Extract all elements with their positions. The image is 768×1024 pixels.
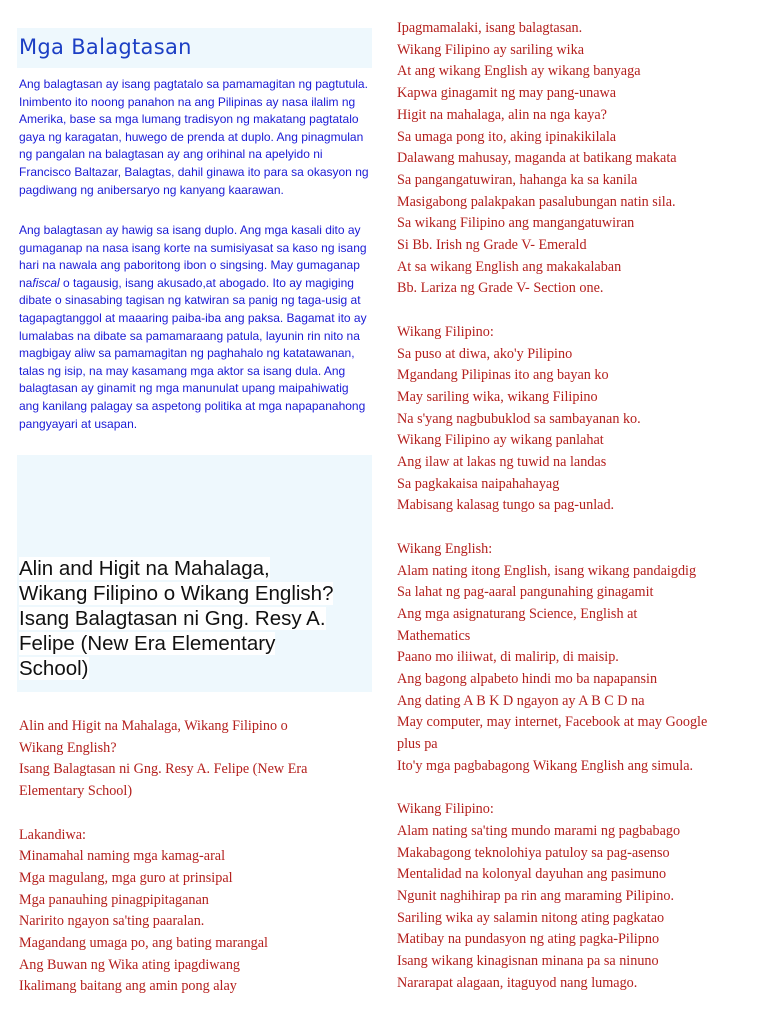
poem-line: Ito'y mga pagbabagong Wikang English ang simula. [397, 757, 694, 774]
poem-line: Mentalidad na kolonyal dayuhan ang pasimuno [397, 866, 667, 883]
poem-line: Ikalimang baitang ang amin pong alay [19, 978, 237, 995]
heading-line: School) [19, 657, 89, 680]
poem-line: Isang wikang kinagisnan minana pa sa ninuno [397, 953, 659, 970]
poem-line: Sa umaga pong ito, aking ipinakikilala [397, 128, 617, 145]
intro-p2-text-2: o tagausig, isang akusado,at abogado. Ito ay magiging dibate o sinasabing tagisan ng katwiran sa panig ng taga-usig at tagapagtanggol at maaaring paiba-iba ang paksa. Bagamat ito ay lumalabas na dibate sa pamamaraang patula, layunin rin nito na magbigay aliw sa pamamagitan ng paghahalo ng katatawanan, talas ng isip, na may kasamang mga aktor sa isang dula. Ang balagtasan ay ginamit ng mga manunulat upang maipahiwatig ang kanilang palagay sa aspetong politika at mga napapanahong pangyayari at usapan. [19, 275, 367, 431]
page-title-box [17, 28, 372, 68]
poem-line: Kapwa ginagamit ng may pang-unawa [397, 85, 617, 102]
poem-line: Naririto ngayon sa'ting paaralan. [19, 913, 205, 930]
intro-p2-text-1: Ang balagtasan ay hawig sa isang duplo. Ang mga kasali dito ay gumaganap na nasa isang korte na sumisiyasat sa kaso ng isang hari na nawala ang paboritong ibon o singsing. May gumaganap na [19, 223, 367, 290]
heading-line: Wikang Filipino o Wikang English? [19, 582, 334, 605]
poem-line: Alam nating sa'ting mundo marami ng pagbabago [397, 822, 681, 839]
poem-line: Minamahal naming mga kamag-aral [19, 848, 226, 865]
poem-line: Magandang umaga po, ang bating marangal [19, 935, 268, 952]
poem-line: Sa pagkakaisa naipahahayag [397, 475, 560, 492]
poem-line: Dalawang mahusay, maganda at batikang makata [397, 150, 677, 167]
poem-line: Mabisang kalasag tungo sa pag-unlad. [397, 497, 615, 514]
poem-line: Ipagmamalaki, isang balagtasan. [397, 20, 583, 36]
poem-line: Nararapat alagaan, itaguyod nang lumago. [397, 974, 638, 991]
poem-line: Wikang Filipino: [397, 323, 494, 340]
poem-line: Wikang English: [397, 540, 493, 557]
poem-line: Lakandiwa: [19, 826, 86, 843]
poem-left-column [19, 716, 364, 998]
poem-line: Ang bagong alpabeto hindi mo ba napapansin [397, 671, 658, 688]
poem-line: Ngunit naghihirap pa rin ang maraming Pilipino. [397, 888, 675, 905]
poem-line: May sariling wika, wikang Filipino [397, 388, 598, 405]
poem-right-column [397, 18, 757, 995]
poem-line: plus pa [397, 736, 438, 753]
poem-heading-box [17, 455, 372, 692]
poem-line: Mga magulang, mga guro at prinsipal [19, 869, 233, 886]
stanza-gap [397, 300, 757, 322]
intro-p2-fiscal: fiscal [32, 275, 60, 290]
intro-paragraph-1: Ang balagtasan ay isang pagtatalo sa pamamagitan ng pagtutula. Inimbento ito noong panahon na ang Pilipinas ay nasa ilalim ng Amerika, base sa mga lumang tradisyon ng makatang pagtatalo gaya ng karagatan, huwego de prenda at duplo. Ang pinagmulan ng pangalan na balagtasan ay ang orihinal na apelyido ni Francisco Baltazar, Balagtas, dahil ginawa ito para sa okasyon ng pagdiwang ng anibersaryo ng kanyang kaarawan. [19, 77, 369, 197]
intro-paragraph-2 [19, 222, 371, 433]
poem-line: Ang dating A B K D ngayon ay A B C D na [397, 692, 645, 709]
stanza-gap [19, 803, 364, 825]
stanza-gap [397, 778, 757, 800]
poem-line: At sa wikang English ang makakalaban [397, 258, 622, 275]
poem-line: Sa pangangatuwiran, hahanga ka sa kanila [397, 171, 638, 188]
poem-line: Wikang Filipino: [397, 801, 494, 818]
heading-line: Alin and Higit na Mahalaga, [19, 557, 270, 580]
poem-line: Wikang Filipino ay wikang panlahat [397, 432, 604, 449]
poem-line: Wikang Filipino ay sariling wika [397, 41, 584, 58]
poem-line: Wikang English? [19, 739, 117, 756]
poem-line: Masigabong palakpakan pasalubungan natin sila. [397, 193, 676, 210]
poem-line: Elementary School) [19, 783, 133, 800]
poem-line: Makabagong teknolohiya patuloy sa pag-asenso [397, 844, 670, 861]
heading-line: Felipe (New Era Elementary [19, 632, 276, 655]
poem-line: Alam nating itong English, isang wikang pandaigdig [397, 562, 697, 579]
page-title: Mga Balagtasan [19, 35, 192, 59]
heading-line: Isang Balagtasan ni Gng. Resy A. [19, 607, 326, 630]
poem-heading [19, 556, 374, 681]
stanza-gap [397, 517, 757, 539]
poem-line: Si Bb. Irish ng Grade V- Emerald [397, 237, 587, 254]
poem-line: Bb. Lariza ng Grade V- Section one. [397, 280, 604, 297]
poem-line: Higit na mahalaga, alin na nga kaya? [397, 106, 607, 123]
poem-line: Mathematics [397, 627, 471, 644]
poem-line: Sa lahat ng pag-aaral pangunahing ginagamit [397, 584, 654, 601]
poem-line: At ang wikang English ay wikang banyaga [397, 63, 641, 80]
poem-line: Ang Buwan ng Wika ating ipagdiwang [19, 956, 241, 973]
poem-line: Sa puso at diwa, ako'y Pilipino [397, 345, 573, 362]
poem-line: Sa wikang Filipino ang mangangatuwiran [397, 215, 635, 232]
poem-line: Alin and Higit na Mahalaga, Wikang Filipino o [19, 718, 288, 734]
poem-line: Sariling wika ay salamin nitong ating pagkatao [397, 909, 665, 926]
poem-line: Ang ilaw at lakas ng tuwid na landas [397, 454, 607, 471]
poem-line: Mga panauhing pinagpipitaganan [19, 891, 209, 908]
poem-line: Mgandang Pilipinas ito ang bayan ko [397, 367, 609, 384]
poem-line: Na s'yang nagbubuklod sa sambayanan ko. [397, 410, 641, 427]
poem-line: Matibay na pundasyon ng ating pagka-Pilipno [397, 931, 660, 948]
poem-line: Paano mo iliiwat, di malirip, di maisip. [397, 649, 619, 666]
poem-line: May computer, may internet, Facebook at may Google [397, 714, 708, 731]
poem-line: Ang mga asignaturang Science, English at [397, 605, 638, 622]
poem-line: Isang Balagtasan ni Gng. Resy A. Felipe (New Era [19, 761, 308, 778]
